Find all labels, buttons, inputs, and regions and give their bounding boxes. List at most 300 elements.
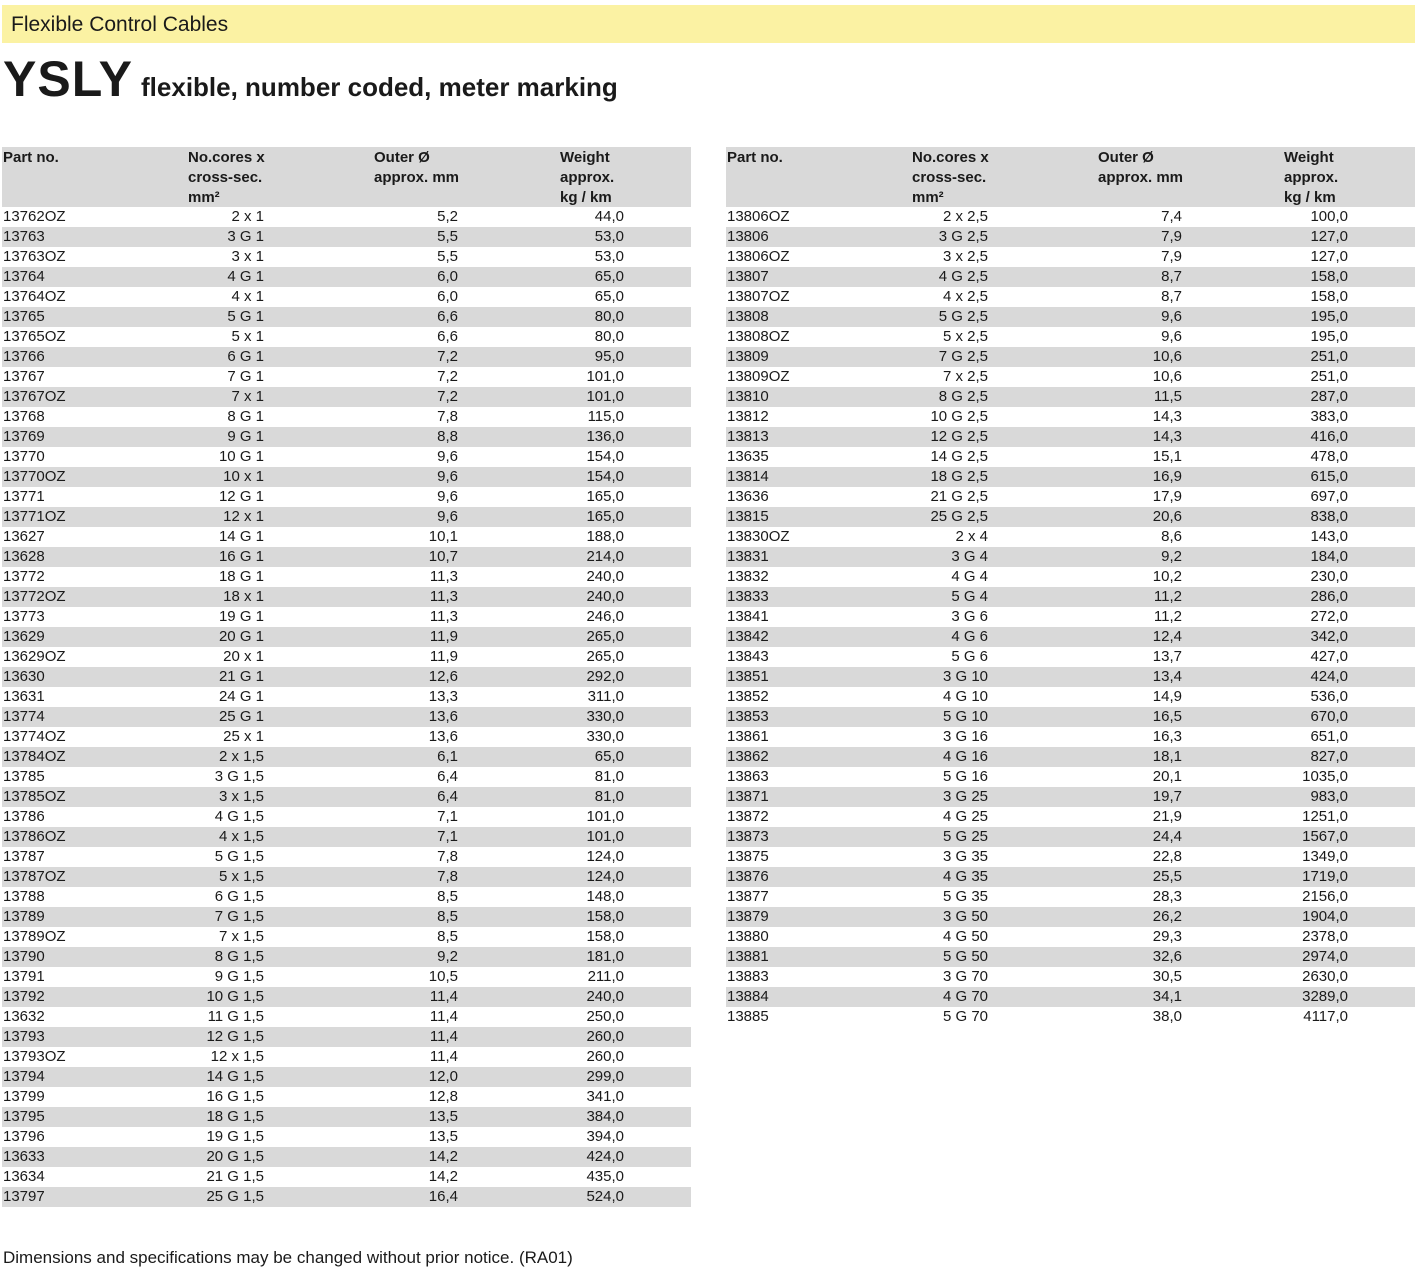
outer-diameter-cell: 11,2 <box>1153 588 1182 605</box>
outer-diameter-cell: 13,6 <box>428 708 458 725</box>
outer-diameter-cell: 7,8 <box>437 848 458 865</box>
weight-cell: 65,0 <box>594 268 624 285</box>
weight-cell: 1904,0 <box>1302 908 1348 925</box>
part-no-cell: 13770OZ <box>3 468 66 485</box>
weight-cell: 250,0 <box>586 1008 624 1025</box>
outer-diameter-cell: 11,3 <box>429 608 458 625</box>
cores-cell: 2 x 4 <box>955 528 988 545</box>
outer-diameter-cell: 8,8 <box>437 428 458 445</box>
table-row <box>726 427 1415 447</box>
table-row <box>2 387 691 407</box>
weight-cell: 80,0 <box>594 308 624 325</box>
cores-cell: 4 G 10 <box>942 688 988 705</box>
weight-cell: 330,0 <box>586 728 624 745</box>
weight-cell: 127,0 <box>1310 248 1348 265</box>
table-row <box>2 547 691 567</box>
outer-diameter-cell: 13,4 <box>1152 668 1182 685</box>
cores-cell: 4 x 1 <box>231 288 264 305</box>
table-header <box>726 147 1415 207</box>
cores-cell: 10 x 1 <box>223 468 264 485</box>
cores-cell: 20 G 1 <box>218 628 264 645</box>
part-no-cell: 13883 <box>727 968 769 985</box>
weight-cell: 158,0 <box>586 908 624 925</box>
weight-cell: 427,0 <box>1310 648 1348 665</box>
cores-cell: 5 G 1 <box>227 308 264 325</box>
category-label: Flexible Control Cables <box>11 13 229 36</box>
part-no-cell: 13831 <box>727 548 769 565</box>
part-no-cell: 13842 <box>727 628 769 645</box>
part-no-cell: 13769 <box>3 428 45 445</box>
part-no-cell: 13830OZ <box>727 528 790 545</box>
cores-cell: 5 x 1 <box>231 328 264 345</box>
weight-cell: 148,0 <box>586 888 624 905</box>
table-row <box>726 787 1415 807</box>
part-no-cell: 13631 <box>3 688 45 705</box>
footnote: Dimensions and specifications may be changed without prior notice. (RA01) <box>3 1248 573 1267</box>
table-row <box>726 527 1415 547</box>
outer-diameter-cell: 28,3 <box>1152 888 1182 905</box>
part-no-cell: 13808 <box>727 308 769 325</box>
weight-cell: 95,0 <box>594 348 624 365</box>
part-no-cell: 13790 <box>3 948 45 965</box>
weight-cell: 2156,0 <box>1302 888 1348 905</box>
weight-cell: 240,0 <box>586 588 624 605</box>
weight-cell: 983,0 <box>1310 788 1348 805</box>
table-row <box>2 267 691 287</box>
cores-cell: 12 x 1 <box>223 508 264 525</box>
table-row <box>2 1087 691 1107</box>
outer-diameter-cell: 19,7 <box>1152 788 1182 805</box>
outer-diameter-cell: 16,5 <box>1152 708 1182 725</box>
weight-cell: 536,0 <box>1310 688 1348 705</box>
outer-diameter-cell: 14,3 <box>1152 408 1182 425</box>
outer-diameter-cell: 11,4 <box>429 1048 458 1065</box>
cores-cell: 3 G 70 <box>942 968 988 985</box>
table-row <box>726 947 1415 967</box>
part-no-cell: 13628 <box>3 548 45 565</box>
outer-diameter-cell: 10,6 <box>1152 368 1182 385</box>
table-row <box>726 927 1415 947</box>
cores-cell: 7 G 1,5 <box>214 908 264 925</box>
weight-cell: 2630,0 <box>1302 968 1348 985</box>
part-no-cell: 13627 <box>3 528 45 545</box>
cores-cell: 3 G 1 <box>227 228 264 245</box>
part-no-cell: 13862 <box>727 748 769 765</box>
outer-diameter-cell: 8,5 <box>437 928 458 945</box>
part-no-cell: 13794 <box>3 1068 45 1085</box>
outer-diameter-cell: 6,4 <box>437 768 458 785</box>
table-row <box>726 327 1415 347</box>
outer-diameter-cell: 6,6 <box>437 328 458 345</box>
table-header <box>2 147 691 207</box>
cores-cell: 6 G 1 <box>227 348 264 365</box>
cores-cell: 3 G 50 <box>942 908 988 925</box>
weight-cell: 230,0 <box>1310 568 1348 585</box>
part-no-cell: 13788 <box>3 888 45 905</box>
outer-diameter-cell: 24,4 <box>1152 828 1182 845</box>
weight-cell: 524,0 <box>586 1188 624 1205</box>
cores-cell: 2 x 1,5 <box>218 748 264 765</box>
cores-cell: 5 G 35 <box>942 888 988 905</box>
outer-diameter-cell: 7,1 <box>437 808 458 825</box>
part-no-cell: 13879 <box>727 908 769 925</box>
table-row <box>2 927 691 947</box>
weight-cell: 65,0 <box>594 288 624 305</box>
table-row <box>2 307 691 327</box>
table-row <box>2 367 691 387</box>
outer-diameter-cell: 15,1 <box>1152 448 1182 465</box>
part-no-cell: 13853 <box>727 708 769 725</box>
table-row <box>2 287 691 307</box>
weight-cell: 158,0 <box>1310 268 1348 285</box>
cores-cell: 25 G 1,5 <box>206 1188 264 1205</box>
weight-cell: 154,0 <box>586 468 624 485</box>
cores-cell: 2 x 2,5 <box>942 208 988 225</box>
cores-cell: 21 G 2,5 <box>930 488 988 505</box>
outer-diameter-cell: 9,2 <box>1161 548 1182 565</box>
part-no-cell: 13810 <box>727 388 769 405</box>
outer-diameter-cell: 7,9 <box>1161 248 1182 265</box>
cores-cell: 4 G 70 <box>942 988 988 1005</box>
weight-cell: 260,0 <box>586 1028 624 1045</box>
weight-cell: 651,0 <box>1310 728 1348 745</box>
table-row <box>726 627 1415 647</box>
header-cores: No.cores x cross-sec. mm² <box>188 149 265 206</box>
outer-diameter-cell: 7,2 <box>437 368 458 385</box>
cores-cell: 9 G 1,5 <box>214 968 264 985</box>
outer-diameter-cell: 5,5 <box>437 248 458 265</box>
weight-cell: 65,0 <box>594 748 624 765</box>
cores-cell: 7 x 1,5 <box>218 928 264 945</box>
weight-cell: 124,0 <box>586 868 624 885</box>
table-row <box>726 567 1415 587</box>
outer-diameter-cell: 8,5 <box>437 908 458 925</box>
cable-table-right <box>726 147 1415 1027</box>
outer-diameter-cell: 12,8 <box>428 1088 458 1105</box>
weight-cell: 101,0 <box>586 368 624 385</box>
part-no-cell: 13814 <box>727 468 769 485</box>
weight-cell: 188,0 <box>586 528 624 545</box>
cores-cell: 3 x 1 <box>231 248 264 265</box>
part-no-cell: 13636 <box>727 488 769 505</box>
outer-diameter-cell: 7,2 <box>437 388 458 405</box>
outer-diameter-cell: 6,0 <box>437 268 458 285</box>
part-no-cell: 13786OZ <box>3 828 66 845</box>
outer-diameter-cell: 11,3 <box>429 568 458 585</box>
part-no-cell: 13809 <box>727 348 769 365</box>
cores-cell: 4 G 6 <box>951 628 988 645</box>
weight-cell: 384,0 <box>586 1108 624 1125</box>
table-row <box>2 907 691 927</box>
outer-diameter-cell: 9,6 <box>437 448 458 465</box>
table-row <box>2 527 691 547</box>
part-no-cell: 13799 <box>3 1088 45 1105</box>
cable-table-left <box>2 147 691 1207</box>
weight-cell: 181,0 <box>586 948 624 965</box>
cores-cell: 8 G 1 <box>227 408 264 425</box>
part-no-cell: 13806OZ <box>727 248 790 265</box>
part-no-cell: 13785OZ <box>3 788 66 805</box>
part-no-cell: 13630 <box>3 668 45 685</box>
weight-cell: 195,0 <box>1310 328 1348 345</box>
table-row <box>726 367 1415 387</box>
cores-cell: 4 G 16 <box>942 748 988 765</box>
part-no-cell: 13885 <box>727 1008 769 1025</box>
table-row <box>726 807 1415 827</box>
weight-cell: 101,0 <box>586 808 624 825</box>
table-row <box>726 847 1415 867</box>
table-row <box>2 967 691 987</box>
outer-diameter-cell: 12,0 <box>428 1068 458 1085</box>
outer-diameter-cell: 11,3 <box>429 588 458 605</box>
outer-diameter-cell: 8,6 <box>1161 528 1182 545</box>
table-row <box>2 247 691 267</box>
outer-diameter-cell: 11,4 <box>429 1008 458 1025</box>
part-no-cell: 13880 <box>727 928 769 945</box>
part-no-cell: 13792 <box>3 988 45 1005</box>
part-no-cell: 13806 <box>727 228 769 245</box>
weight-cell: 3289,0 <box>1302 988 1348 1005</box>
part-no-cell: 13629OZ <box>3 648 66 665</box>
cores-cell: 19 G 1 <box>218 608 264 625</box>
outer-diameter-cell: 10,6 <box>1152 348 1182 365</box>
weight-cell: 424,0 <box>586 1148 624 1165</box>
weight-cell: 341,0 <box>586 1088 624 1105</box>
weight-cell: 80,0 <box>594 328 624 345</box>
cores-cell: 18 G 1 <box>218 568 264 585</box>
part-no-cell: 13771 <box>3 488 45 505</box>
part-no-cell: 13796 <box>3 1128 45 1145</box>
cores-cell: 3 G 10 <box>942 668 988 685</box>
table-row <box>726 867 1415 887</box>
outer-diameter-cell: 7,2 <box>437 348 458 365</box>
part-no-cell: 13843 <box>727 648 769 665</box>
cores-cell: 10 G 1 <box>218 448 264 465</box>
cores-cell: 6 G 1,5 <box>214 888 264 905</box>
outer-diameter-cell: 29,3 <box>1152 928 1182 945</box>
part-no-cell: 13763 <box>3 228 45 245</box>
part-no-cell: 13877 <box>727 888 769 905</box>
table-row <box>2 987 691 1007</box>
table-row <box>2 687 691 707</box>
table-row <box>726 727 1415 747</box>
outer-diameter-cell: 10,2 <box>1152 568 1182 585</box>
part-no-cell: 13852 <box>727 688 769 705</box>
part-no-cell: 13785 <box>3 768 45 785</box>
weight-cell: 2974,0 <box>1302 948 1348 965</box>
cores-cell: 16 G 1 <box>218 548 264 565</box>
table-row <box>2 627 691 647</box>
cores-cell: 10 G 1,5 <box>206 988 264 1005</box>
cores-cell: 4 G 2,5 <box>938 268 988 285</box>
table-row <box>726 307 1415 327</box>
part-no-cell: 13793 <box>3 1028 45 1045</box>
outer-diameter-cell: 14,3 <box>1152 428 1182 445</box>
table-row <box>2 947 691 967</box>
weight-cell: 136,0 <box>586 428 624 445</box>
part-no-cell: 13774 <box>3 708 45 725</box>
table-row <box>2 1047 691 1067</box>
outer-diameter-cell: 12,4 <box>1152 628 1182 645</box>
part-no-cell: 13762OZ <box>3 208 66 225</box>
table-row <box>726 507 1415 527</box>
table-row <box>2 827 691 847</box>
weight-cell: 1567,0 <box>1302 828 1348 845</box>
outer-diameter-cell: 7,8 <box>437 868 458 885</box>
part-no-cell: 13786 <box>3 808 45 825</box>
weight-cell: 435,0 <box>586 1168 624 1185</box>
table-row <box>2 847 691 867</box>
part-no-cell: 13789 <box>3 908 45 925</box>
weight-cell: 246,0 <box>586 608 624 625</box>
table-row <box>726 227 1415 247</box>
table-row <box>2 407 691 427</box>
weight-cell: 240,0 <box>586 568 624 585</box>
weight-cell: 1035,0 <box>1302 768 1348 785</box>
part-no-cell: 13863 <box>727 768 769 785</box>
weight-cell: 100,0 <box>1310 208 1348 225</box>
part-no-cell: 13861 <box>727 728 769 745</box>
part-no-cell: 13797 <box>3 1188 45 1205</box>
cores-cell: 12 G 2,5 <box>930 428 988 445</box>
table-row <box>726 547 1415 567</box>
table-row <box>726 747 1415 767</box>
part-no-cell: 13772OZ <box>3 588 66 605</box>
weight-cell: 1719,0 <box>1302 868 1348 885</box>
header-part-no: Part no. <box>727 149 783 166</box>
part-no-cell: 13764 <box>3 268 45 285</box>
cores-cell: 7 G 1 <box>227 368 264 385</box>
table-row <box>2 1027 691 1047</box>
table-row <box>2 427 691 447</box>
table-row <box>726 607 1415 627</box>
table-row <box>2 567 691 587</box>
outer-diameter-cell: 14,9 <box>1152 688 1182 705</box>
table-row <box>2 767 691 787</box>
cores-cell: 3 G 1,5 <box>214 768 264 785</box>
table-row <box>2 447 691 467</box>
part-no-cell: 13765OZ <box>3 328 66 345</box>
part-no-cell: 13791 <box>3 968 45 985</box>
weight-cell: 165,0 <box>586 508 624 525</box>
cores-cell: 3 G 4 <box>951 548 988 565</box>
cores-cell: 4 G 4 <box>951 568 988 585</box>
table-row <box>2 707 691 727</box>
cores-cell: 12 x 1,5 <box>210 1048 264 1065</box>
table-row <box>726 287 1415 307</box>
table-row <box>2 867 691 887</box>
part-no-cell: 13812 <box>727 408 769 425</box>
part-no-cell: 13771OZ <box>3 508 66 525</box>
header-weight: Weight approx. kg / km <box>560 149 615 206</box>
weight-cell: 383,0 <box>1310 408 1348 425</box>
weight-cell: 214,0 <box>586 548 624 565</box>
weight-cell: 2378,0 <box>1302 928 1348 945</box>
table-row <box>726 467 1415 487</box>
weight-cell: 838,0 <box>1310 508 1348 525</box>
table-row <box>726 887 1415 907</box>
weight-cell: 260,0 <box>586 1048 624 1065</box>
table-row <box>2 607 691 627</box>
table-row <box>2 1187 691 1207</box>
table-row <box>726 267 1415 287</box>
part-no-cell: 13772 <box>3 568 45 585</box>
cores-cell: 20 G 1,5 <box>206 1148 264 1165</box>
outer-diameter-cell: 9,6 <box>1161 308 1182 325</box>
part-no-cell: 13884 <box>727 988 769 1005</box>
weight-cell: 251,0 <box>1310 348 1348 365</box>
cores-cell: 11 G 1,5 <box>207 1008 264 1025</box>
outer-diameter-cell: 11,9 <box>429 628 458 645</box>
outer-diameter-cell: 16,3 <box>1152 728 1182 745</box>
part-no-cell: 13807OZ <box>727 288 790 305</box>
outer-diameter-cell: 14,2 <box>428 1168 458 1185</box>
table-row <box>2 1127 691 1147</box>
cores-cell: 5 x 2,5 <box>942 328 988 345</box>
header-part-no: Part no. <box>3 149 59 166</box>
cores-cell: 3 G 6 <box>951 608 988 625</box>
cores-cell: 14 G 1 <box>218 528 264 545</box>
cores-cell: 25 G 1 <box>218 708 264 725</box>
table-row <box>726 687 1415 707</box>
table-row <box>2 747 691 767</box>
outer-diameter-cell: 30,5 <box>1152 968 1182 985</box>
cores-cell: 7 x 1 <box>231 388 264 405</box>
weight-cell: 286,0 <box>1310 588 1348 605</box>
outer-diameter-cell: 20,6 <box>1152 508 1182 525</box>
table-row <box>726 707 1415 727</box>
part-no-cell: 13784OZ <box>3 748 66 765</box>
outer-diameter-cell: 5,2 <box>437 208 458 225</box>
outer-diameter-cell: 10,7 <box>428 548 458 565</box>
table-row <box>726 347 1415 367</box>
product-subtitle: flexible, number coded, meter marking <box>141 72 618 102</box>
outer-diameter-cell: 9,6 <box>1161 328 1182 345</box>
part-no-cell: 13787OZ <box>3 868 66 885</box>
table-row <box>2 1147 691 1167</box>
cores-cell: 4 x 1,5 <box>218 828 264 845</box>
weight-cell: 424,0 <box>1310 668 1348 685</box>
cores-cell: 2 x 1 <box>231 208 264 225</box>
part-no-cell: 13841 <box>727 608 769 625</box>
part-no-cell: 13808OZ <box>727 328 790 345</box>
cores-cell: 18 G 2,5 <box>930 468 988 485</box>
cores-cell: 12 G 1 <box>218 488 264 505</box>
outer-diameter-cell: 25,5 <box>1152 868 1182 885</box>
part-no-cell: 13881 <box>727 948 769 965</box>
weight-cell: 394,0 <box>586 1128 624 1145</box>
weight-cell: 195,0 <box>1310 308 1348 325</box>
part-no-cell: 13634 <box>3 1168 45 1185</box>
part-no-cell: 13876 <box>727 868 769 885</box>
outer-diameter-cell: 11,4 <box>429 988 458 1005</box>
part-no-cell: 13765 <box>3 308 45 325</box>
weight-cell: 124,0 <box>586 848 624 865</box>
weight-cell: 53,0 <box>594 228 624 245</box>
cores-cell: 8 G 2,5 <box>938 388 988 405</box>
page-title <box>3 50 618 108</box>
weight-cell: 311,0 <box>587 688 624 705</box>
cores-cell: 21 G 1,5 <box>206 1168 264 1185</box>
outer-diameter-cell: 20,1 <box>1152 768 1182 785</box>
part-no-cell: 13763OZ <box>3 248 66 265</box>
outer-diameter-cell: 7,8 <box>437 408 458 425</box>
weight-cell: 81,0 <box>594 768 624 785</box>
outer-diameter-cell: 9,6 <box>437 468 458 485</box>
table-row <box>2 1167 691 1187</box>
outer-diameter-cell: 13,3 <box>428 688 458 705</box>
outer-diameter-cell: 6,4 <box>437 788 458 805</box>
